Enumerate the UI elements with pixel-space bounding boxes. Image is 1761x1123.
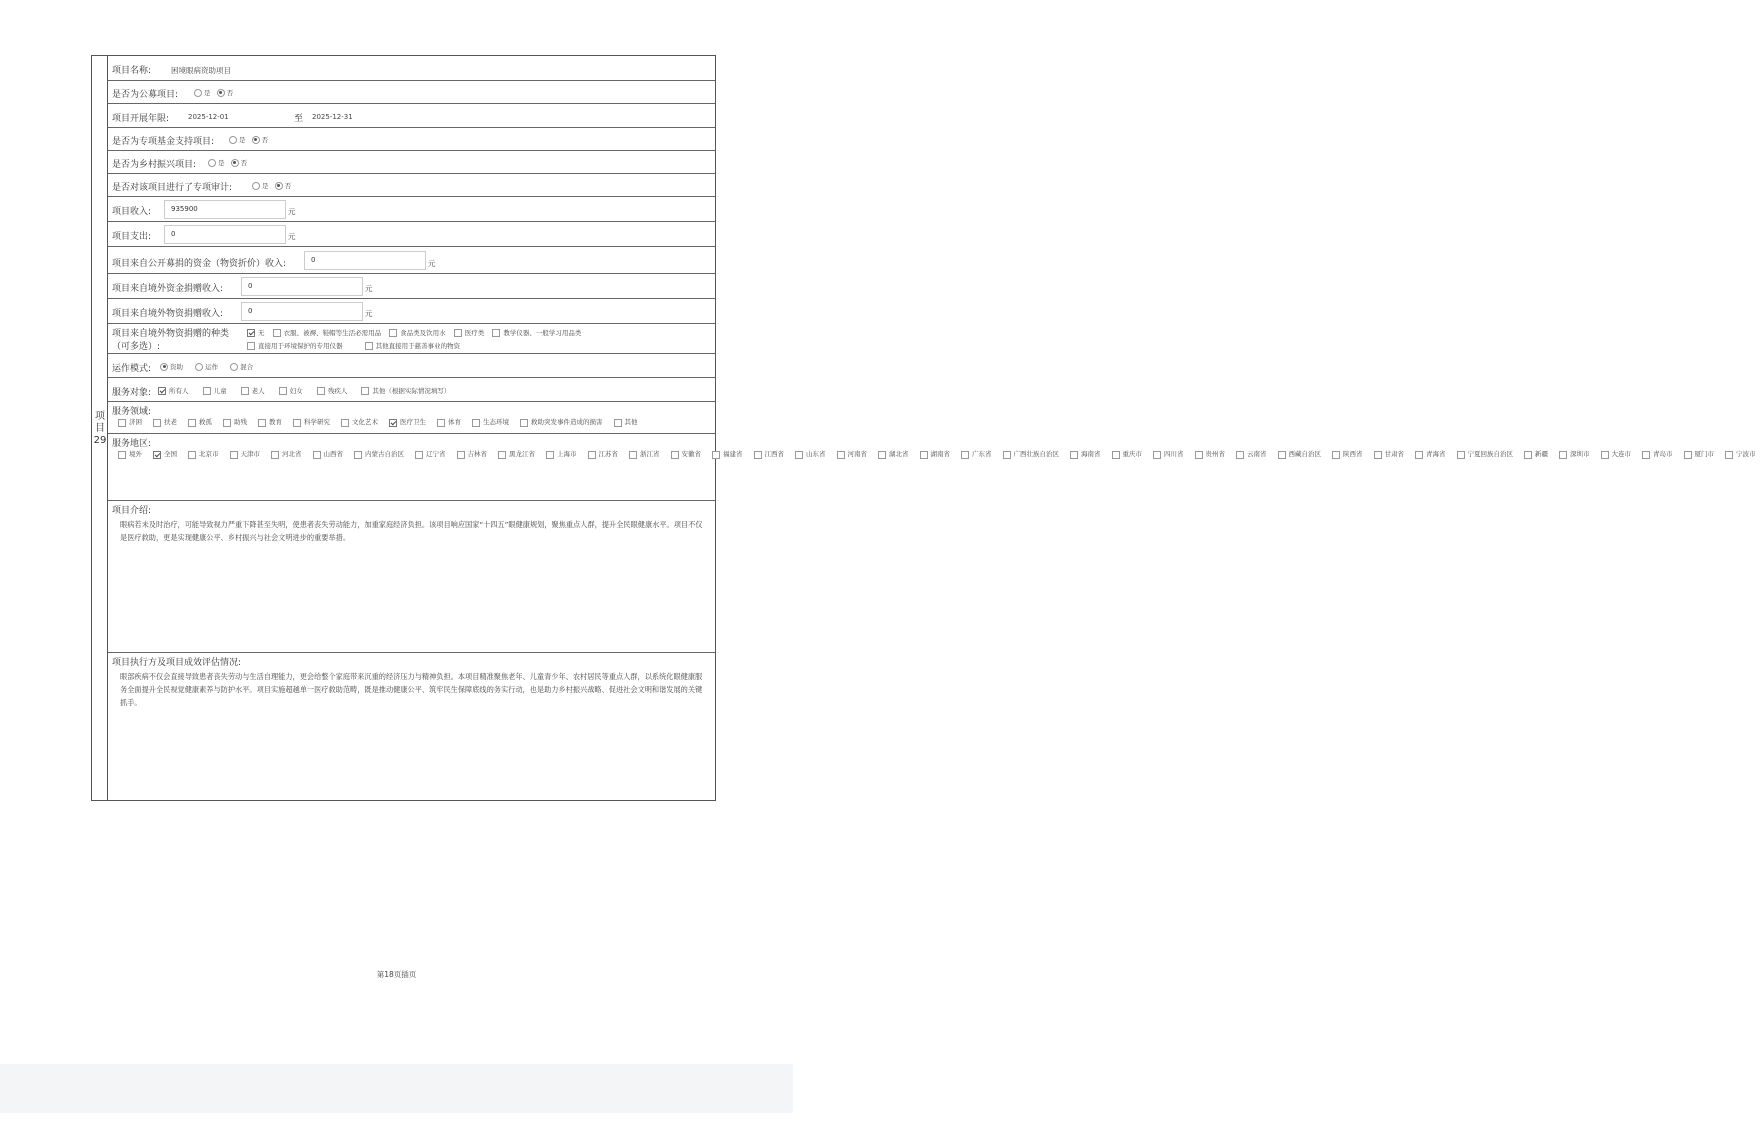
region-option[interactable]: 山西省 [307, 449, 344, 461]
region-option[interactable]: 青岛市 [1636, 449, 1673, 461]
checkbox-icon[interactable] [1524, 451, 1532, 459]
side-label: 项 目 29 [93, 411, 107, 446]
goods-option[interactable]: 食品类及饮用水 [383, 328, 446, 337]
target-option[interactable]: 儿童 [197, 386, 227, 395]
field-option[interactable]: 生态环境 [466, 417, 509, 429]
row-public-income [108, 247, 715, 274]
checkbox-icon[interactable] [313, 451, 321, 459]
region-option[interactable]: 吉林省 [451, 449, 488, 461]
rural-no[interactable]: 否 [227, 158, 248, 167]
radio-icon[interactable] [230, 363, 238, 371]
row-goods-type [108, 324, 715, 354]
goods-type-label: 项目来自境外物资捐赠的种类 [112, 329, 230, 339]
target-option[interactable]: 所有人 [152, 386, 189, 395]
radio-selected-icon[interactable] [160, 363, 168, 371]
row-project-name [108, 56, 715, 81]
special-fund-no[interactable]: 否 [248, 135, 269, 144]
evaluation-text: 眼部疾病不仅会直接导致患者丧失劳动与生活自理能力，更会给整个家庭带来沉重的经济压力与精神负担。本项目精准聚焦老年、儿童青少年、农村居民等重点人群，以系统化眼健康服务全面提升全民视觉健康素养与防护水平。项目实施超越单一医疗救助范畴，既是推动健康公平、筑牢民生保障底线的务实行动，也是助力乡村振兴战略、促进社会文明和谐发展的关键抓手。 [120, 672, 703, 707]
mode-options [156, 362, 253, 373]
field-option[interactable]: 救孤 [182, 417, 212, 429]
mode-option[interactable]: 混合 [226, 362, 253, 371]
audit-label: 是否对该项目进行了专项审计: [112, 183, 233, 193]
checkbox-icon[interactable] [1070, 451, 1078, 459]
field-option[interactable]: 教育 [252, 417, 282, 429]
row-rural [108, 151, 715, 174]
checkbox-icon[interactable] [118, 419, 126, 427]
foreign-goods-label: 项目来自境外物资捐赠收入: [112, 309, 224, 319]
region-option[interactable]: 海南省 [1064, 449, 1101, 461]
checkbox-icon[interactable] [520, 419, 528, 427]
checkbox-icon[interactable] [1415, 451, 1423, 459]
checkbox-icon[interactable] [1457, 451, 1465, 459]
row-fields [108, 402, 715, 434]
row-income [108, 197, 715, 222]
region-option[interactable]: 西藏自治区 [1272, 449, 1322, 461]
field-option[interactable]: 助残 [217, 417, 247, 429]
target-option[interactable]: 妇女 [273, 386, 303, 395]
foreign-goods-unit: 元 [365, 309, 373, 318]
radio-icon[interactable] [208, 159, 216, 167]
checkbox-icon[interactable] [712, 451, 720, 459]
checkbox-checked-icon[interactable] [158, 387, 166, 395]
region-option[interactable]: 黑龙江省 [492, 449, 535, 461]
region-option[interactable]: 大连市 [1595, 449, 1632, 461]
period-start: 2025-12-01 [188, 113, 229, 121]
checkbox-icon[interactable] [188, 451, 196, 459]
page-footer: 第18页插页 [376, 970, 417, 979]
checkbox-icon[interactable] [614, 419, 622, 427]
region-option[interactable]: 新疆 [1518, 449, 1548, 461]
checkbox-checked-icon[interactable] [389, 419, 397, 427]
checkbox-icon[interactable] [1003, 451, 1011, 459]
project-name-value: 困境眼病资助项目 [171, 66, 231, 75]
checkbox-checked-icon[interactable] [153, 451, 161, 459]
goods-option[interactable]: 其他直接用于慈善事业的物资 [359, 341, 461, 350]
region-option[interactable]: 宁夏回族自治区 [1451, 449, 1514, 461]
field-option[interactable]: 医疗卫生 [383, 417, 426, 429]
checkbox-checked-icon[interactable] [247, 329, 255, 337]
goods-type-options-2 [241, 341, 460, 352]
checkbox-icon[interactable] [1374, 451, 1382, 459]
foreign-goods-input[interactable]: 0 [241, 302, 363, 321]
radio-selected-icon[interactable] [231, 159, 239, 167]
row-regions [108, 434, 1756, 501]
checkbox-icon[interactable] [671, 451, 679, 459]
region-option[interactable]: 山东省 [789, 449, 826, 461]
row-evaluation [108, 653, 715, 802]
public-income-input[interactable]: 0 [304, 251, 426, 270]
region-option[interactable]: 江西省 [748, 449, 785, 461]
region-option[interactable]: 全国 [147, 449, 177, 461]
checkbox-icon[interactable] [1601, 451, 1609, 459]
checkbox-icon[interactable] [271, 451, 279, 459]
period-label: 项目开展年限: [112, 114, 170, 124]
region-option[interactable]: 广东省 [955, 449, 992, 461]
region-option[interactable]: 辽宁省 [409, 449, 446, 461]
region-option[interactable]: 福建省 [706, 449, 743, 461]
region-option[interactable]: 湖北省 [872, 449, 909, 461]
region-option[interactable]: 云南省 [1230, 449, 1267, 461]
field-option[interactable]: 救助突发事件造成的损害 [514, 417, 603, 429]
checkbox-icon[interactable] [1559, 451, 1567, 459]
radio-icon[interactable] [252, 182, 260, 190]
checkbox-icon[interactable] [961, 451, 969, 459]
region-option[interactable]: 上海市 [540, 449, 577, 461]
field-option[interactable]: 科学研究 [287, 417, 330, 429]
row-special-fund [108, 128, 715, 151]
region-option[interactable]: 陕西省 [1326, 449, 1363, 461]
period-end: 2025-12-31 [312, 113, 353, 121]
checkbox-icon[interactable] [754, 451, 762, 459]
checkbox-icon[interactable] [1642, 451, 1650, 459]
checkbox-icon[interactable] [1153, 451, 1161, 459]
row-public-fund [108, 81, 715, 104]
region-option[interactable]: 青海省 [1409, 449, 1446, 461]
public-income-unit: 元 [428, 259, 436, 268]
goods-type-label-multi: （可多选）: [112, 342, 161, 352]
intro-text: 眼病若未及时治疗，可能导致视力严重下降甚至失明，使患者丧失劳动能力，加重家庭经济负担。该项目响应国家“十四五”眼健康规划，聚焦重点人群，提升全民眼健康水平。项目不仅是医疗救助，更是实现健康公平、乡村振兴与社会文明进步的重要举措。 [120, 520, 703, 542]
checkbox-icon[interactable] [454, 329, 462, 337]
region-option[interactable]: 内蒙古自治区 [348, 449, 404, 461]
checkbox-icon[interactable] [341, 419, 349, 427]
goods-option[interactable]: 无 [241, 328, 265, 337]
field-option[interactable]: 体育 [431, 417, 461, 429]
checkbox-icon[interactable] [188, 419, 196, 427]
side-column [92, 56, 108, 800]
audit-no[interactable]: 否 [271, 181, 292, 190]
region-option[interactable]: 境外 [112, 449, 142, 461]
expense-input[interactable]: 0 [164, 225, 286, 244]
radio-selected-icon[interactable] [275, 182, 283, 190]
target-option[interactable]: 残疾人 [311, 386, 348, 395]
foreign-fund-label: 项目来自境外资金捐赠收入: [112, 284, 224, 294]
region-option[interactable]: 河南省 [831, 449, 868, 461]
foreign-fund-unit: 元 [365, 284, 373, 293]
checkbox-icon[interactable] [588, 451, 596, 459]
public-fund-no[interactable]: 否 [213, 88, 234, 97]
checkbox-icon[interactable] [241, 387, 249, 395]
checkbox-icon[interactable] [415, 451, 423, 459]
checkbox-icon[interactable] [546, 451, 554, 459]
row-mode [108, 354, 715, 378]
radio-selected-icon[interactable] [217, 89, 225, 97]
row-foreign-goods [108, 299, 715, 324]
checkbox-icon[interactable] [247, 342, 255, 350]
foreign-fund-input[interactable]: 0 [241, 277, 363, 296]
checkbox-icon[interactable] [795, 451, 803, 459]
checkbox-icon[interactable] [457, 451, 465, 459]
row-expense [108, 222, 715, 247]
fields-options [112, 417, 711, 431]
checkbox-icon[interactable] [1332, 451, 1340, 459]
region-option[interactable]: 河北省 [265, 449, 302, 461]
region-option[interactable]: 厦门市 [1678, 449, 1715, 461]
regions-label: 服务地区: [112, 439, 152, 449]
region-option[interactable]: 甘肃省 [1368, 449, 1405, 461]
region-option[interactable]: 湖南省 [914, 449, 951, 461]
checkbox-icon[interactable] [920, 451, 928, 459]
region-option[interactable]: 天津市 [224, 449, 261, 461]
checkbox-icon[interactable] [492, 329, 500, 337]
checkbox-icon[interactable] [1236, 451, 1244, 459]
field-option[interactable]: 其他 [608, 417, 638, 429]
checkbox-icon[interactable] [1278, 451, 1286, 459]
checkbox-icon[interactable] [203, 387, 211, 395]
checkbox-icon[interactable] [279, 387, 287, 395]
field-option[interactable]: 文化艺术 [335, 417, 378, 429]
form-content [108, 56, 1756, 800]
checkbox-icon[interactable] [230, 451, 238, 459]
scan-shadow [0, 1064, 793, 1113]
project-form-table [91, 55, 1756, 801]
checkbox-icon[interactable] [118, 451, 126, 459]
row-foreign-fund [108, 274, 715, 299]
checkbox-icon[interactable] [837, 451, 845, 459]
region-option[interactable]: 深圳市 [1553, 449, 1590, 461]
period-to: 至 [294, 114, 304, 124]
region-option[interactable]: 贵州省 [1189, 449, 1226, 461]
audit-yes[interactable]: 是 [248, 181, 269, 190]
goods-option[interactable]: 医疗类 [448, 328, 485, 337]
region-option[interactable]: 北京市 [182, 449, 219, 461]
public-fund-yes[interactable]: 是 [190, 88, 211, 97]
income-unit: 元 [288, 207, 296, 216]
checkbox-icon[interactable] [153, 419, 161, 427]
target-option[interactable]: 其他（根据实际情况填写） [355, 386, 450, 395]
expense-unit: 元 [288, 232, 296, 241]
project-name-label: 项目名称: [112, 66, 152, 76]
checkbox-icon[interactable] [223, 419, 231, 427]
checkbox-icon[interactable] [472, 419, 480, 427]
mode-label: 运作模式: [112, 364, 152, 374]
row-intro [108, 501, 715, 653]
evaluation-label: 项目执行方及项目成效评估情况: [112, 658, 242, 668]
checkbox-icon[interactable] [1112, 451, 1120, 459]
expense-label: 项目支出: [112, 232, 152, 242]
checkbox-icon[interactable] [317, 387, 325, 395]
row-audit [108, 174, 715, 197]
field-option[interactable]: 扶老 [147, 417, 177, 429]
rural-label: 是否为乡村振兴项目: [112, 160, 197, 170]
region-option[interactable]: 四川省 [1147, 449, 1184, 461]
checkbox-icon[interactable] [273, 329, 281, 337]
fields-label: 服务领域: [112, 407, 152, 417]
goods-option[interactable]: 教学仪器、一般学习用品类 [486, 328, 581, 337]
checkbox-icon[interactable] [1684, 451, 1692, 459]
special-fund-yes[interactable]: 是 [225, 135, 246, 144]
public-fund-label: 是否为公募项目: [112, 90, 179, 100]
checkbox-icon[interactable] [365, 342, 373, 350]
income-label: 项目收入: [112, 207, 152, 217]
special-fund-label: 是否为专项基金支持项目: [112, 137, 215, 147]
goods-option[interactable]: 直接用于环境保护的专用仪器 [241, 341, 343, 350]
targets-label: 服务对象: [112, 388, 152, 398]
checkbox-icon[interactable] [1725, 451, 1733, 459]
checkbox-icon[interactable] [389, 329, 397, 337]
checkbox-icon[interactable] [437, 419, 445, 427]
goods-type-options [241, 328, 581, 339]
checkbox-icon[interactable] [293, 419, 301, 427]
region-option[interactable]: 江苏省 [582, 449, 619, 461]
row-period [108, 104, 715, 128]
goods-option[interactable]: 衣服、被褥、鞋帽等生活必需用品 [267, 328, 382, 337]
mode-option[interactable]: 运作 [191, 362, 218, 371]
checkbox-icon[interactable] [361, 387, 369, 395]
radio-icon[interactable] [195, 363, 203, 371]
radio-icon[interactable] [229, 136, 237, 144]
radio-selected-icon[interactable] [252, 136, 260, 144]
checkbox-icon[interactable] [354, 451, 362, 459]
region-option[interactable]: 广西壮族自治区 [997, 449, 1060, 461]
income-input[interactable]: 935900 [164, 200, 286, 219]
checkbox-icon[interactable] [1195, 451, 1203, 459]
regions-options [112, 449, 1756, 463]
rural-yes[interactable]: 是 [204, 158, 225, 167]
region-option[interactable]: 安徽省 [665, 449, 702, 461]
mode-option[interactable]: 资助 [156, 362, 183, 371]
region-option[interactable]: 重庆市 [1106, 449, 1143, 461]
public-income-label: 项目来自公开募捐的资金（物资折价）收入: [112, 259, 287, 269]
region-option[interactable]: 浙江省 [623, 449, 660, 461]
checkbox-icon[interactable] [498, 451, 506, 459]
region-option[interactable]: 宁波市 [1719, 449, 1756, 461]
targets-options [152, 386, 450, 397]
target-option[interactable]: 老人 [235, 386, 265, 395]
checkbox-icon[interactable] [878, 451, 886, 459]
intro-label: 项目介绍: [112, 506, 152, 516]
checkbox-icon[interactable] [629, 451, 637, 459]
checkbox-icon[interactable] [258, 419, 266, 427]
row-targets [108, 378, 715, 402]
radio-icon[interactable] [194, 89, 202, 97]
field-option[interactable]: 济困 [112, 417, 142, 429]
